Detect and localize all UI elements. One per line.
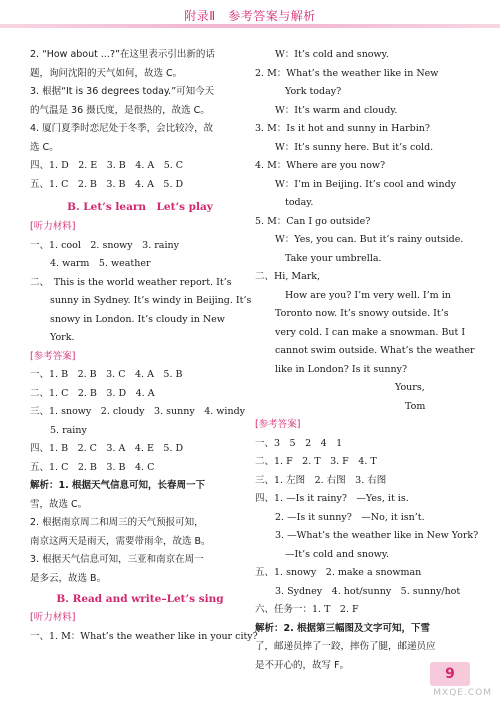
text-line: 4. warm 5. weather xyxy=(50,258,151,269)
text-line: 4. 厦门夏季时恋尼处于冬季，会比较冷，故 xyxy=(30,123,214,134)
text-line: 2. “How about ...?”在这里表示引出新的话 xyxy=(30,49,215,60)
letter-line: cannot swim outside. What’s the weather xyxy=(275,345,475,356)
letter-greeting: 二、Hi, Mark, xyxy=(255,271,321,282)
answer-line: 3. Sydney 4. hot/sunny 5. sunny/hot xyxy=(275,585,461,597)
letter-line: Toronto now. It’s snowy outside. It’s xyxy=(275,308,449,319)
text-line: W：I’m in Beijing. It’s cool and windy xyxy=(275,178,457,190)
text-line: 3. 根据“It is 36 degrees today.”可知今天 xyxy=(30,86,215,97)
explanation-line: 2. 根据南京周二和周三的天气预报可知， xyxy=(30,517,204,528)
explanation-line: 3. 根据天气信息可知，三亚和南京在周一 xyxy=(30,554,204,565)
text-line: Take your umbrella. xyxy=(285,252,382,264)
text-line: 5. M：Can I go outside? xyxy=(255,215,371,227)
text-line: 4. M：Where are you now? xyxy=(255,160,386,171)
answer-line: —It’s cold and snowy. xyxy=(285,548,390,560)
page-header xyxy=(0,0,500,34)
text-line: 选 C。 xyxy=(30,141,59,153)
answer-key-label: [参考答案] xyxy=(255,419,301,430)
answer-line: 一、1. B 2. B 3. C 4. A 5. B xyxy=(30,369,183,380)
text-line: W：It’s cold and snowy. xyxy=(275,49,389,60)
section-title: B. Read and write–Let’s sing xyxy=(56,593,224,605)
answer-line: 一、3 5 2 4 1 xyxy=(255,437,343,449)
answer-line: 2. —Is it sunny? —No, it isn’t. xyxy=(275,511,425,523)
text-line: York today? xyxy=(285,86,342,97)
letter-line: like in London? Is it sunny? xyxy=(275,363,408,375)
answer-line: 四、1. D 2. E 3. B 4. A 5. C xyxy=(30,160,184,171)
answer-line: 四、1. —Is it rainy? —Yes, it is. xyxy=(255,493,409,504)
text-line: 二、 This is the world weather report. It’s xyxy=(30,276,232,288)
answer-line: 5. rainy xyxy=(50,424,87,436)
header-title: 附录Ⅱ 参考答案与解析 xyxy=(184,9,316,23)
header-divider xyxy=(0,24,500,28)
explanation-line: 是多云，故选 B。 xyxy=(30,572,107,584)
letter-line: very cold. I can make a snowman. But I xyxy=(275,326,466,338)
text-line: W：It’s warm and cloudy. xyxy=(275,104,398,116)
answer-line: 二、1. C 2. B 3. D 4. A xyxy=(30,387,155,399)
answer-line: 三、1. 左图 2. 右图 3. 右图 xyxy=(255,474,387,486)
letter-closing: Yours, xyxy=(395,382,425,393)
page-number: 9 xyxy=(430,662,470,686)
text-line: 题，询问沈阳的天气如何，故选 C。 xyxy=(30,67,183,79)
text-line: W：It’s sunny here. But it’s cold. xyxy=(275,141,434,153)
listening-material-label: [听力材料] xyxy=(30,221,76,232)
answer-line: 三、1. snowy 2. cloudy 3. sunny 4. windy xyxy=(30,406,246,417)
listening-material-label: [听力材料] xyxy=(30,612,76,623)
answer-line: 二、1. F 2. T 3. F 4. T xyxy=(255,456,377,467)
explanation-line: 是不开心的，故写 F。 xyxy=(255,659,349,671)
explanation-line: 解析：2. 根据第三幅图及文字可知，下雪 xyxy=(255,622,431,634)
text-line: snowy in London. It’s cloudy in New xyxy=(50,313,225,325)
explanation-line: 南京这两天是雨天，需要带雨伞，故选 B。 xyxy=(30,535,211,547)
explanation-line: 了，邮递员摔了一跤，摔伤了腿，邮递员应 xyxy=(255,641,436,652)
text-line: York. xyxy=(50,332,75,343)
text-line: sunny in Sydney. It’s windy in Beijing. It’s xyxy=(50,295,252,306)
text-line: 3. M：Is it hot and sunny in Harbin? xyxy=(255,123,431,134)
explanation-line: 雪，故选 C。 xyxy=(30,498,88,510)
explanation-line: 解析：1. 根据天气信息可知，长春周一下 xyxy=(30,480,206,491)
answer-line: 四、1. B 2. C 3. A 4. E 5. D xyxy=(30,443,184,454)
text-line: 一、1. M：What’s the weather like in your city? xyxy=(30,630,258,642)
letter-signature: Tom xyxy=(405,400,426,412)
text-line: 一、1. cool 2. snowy 3. rainy xyxy=(30,239,179,251)
watermark: MXQE.COM xyxy=(433,688,492,698)
letter-line: How are you? I’m very well. I’m in xyxy=(285,289,451,301)
answer-line: 五、1. snowy 2. make a snowman xyxy=(255,567,422,578)
answer-line: 3. —What’s the weather like in New York? xyxy=(275,530,479,541)
answer-line: 五、1. C 2. B 3. B 4. A 5. D xyxy=(30,178,184,190)
answer-key-label: [参考答案] xyxy=(30,350,76,362)
answer-line: 六、任务一：1. T 2. F xyxy=(255,604,359,615)
section-title: B. Let’s learn Let’s play xyxy=(67,201,213,213)
left-column xyxy=(30,46,258,646)
right-column xyxy=(255,46,479,675)
text-line: W：Yes, you can. But it’s rainy outside. xyxy=(275,234,464,245)
text-line: 2. M：What’s the weather like in New xyxy=(255,67,439,79)
text-line: today. xyxy=(285,197,314,208)
answer-line: 五、1. C 2. B 3. B 4. C xyxy=(30,461,155,473)
text-line: 的气温是 36 摄氏度，是很热的，故选 C。 xyxy=(30,104,210,116)
